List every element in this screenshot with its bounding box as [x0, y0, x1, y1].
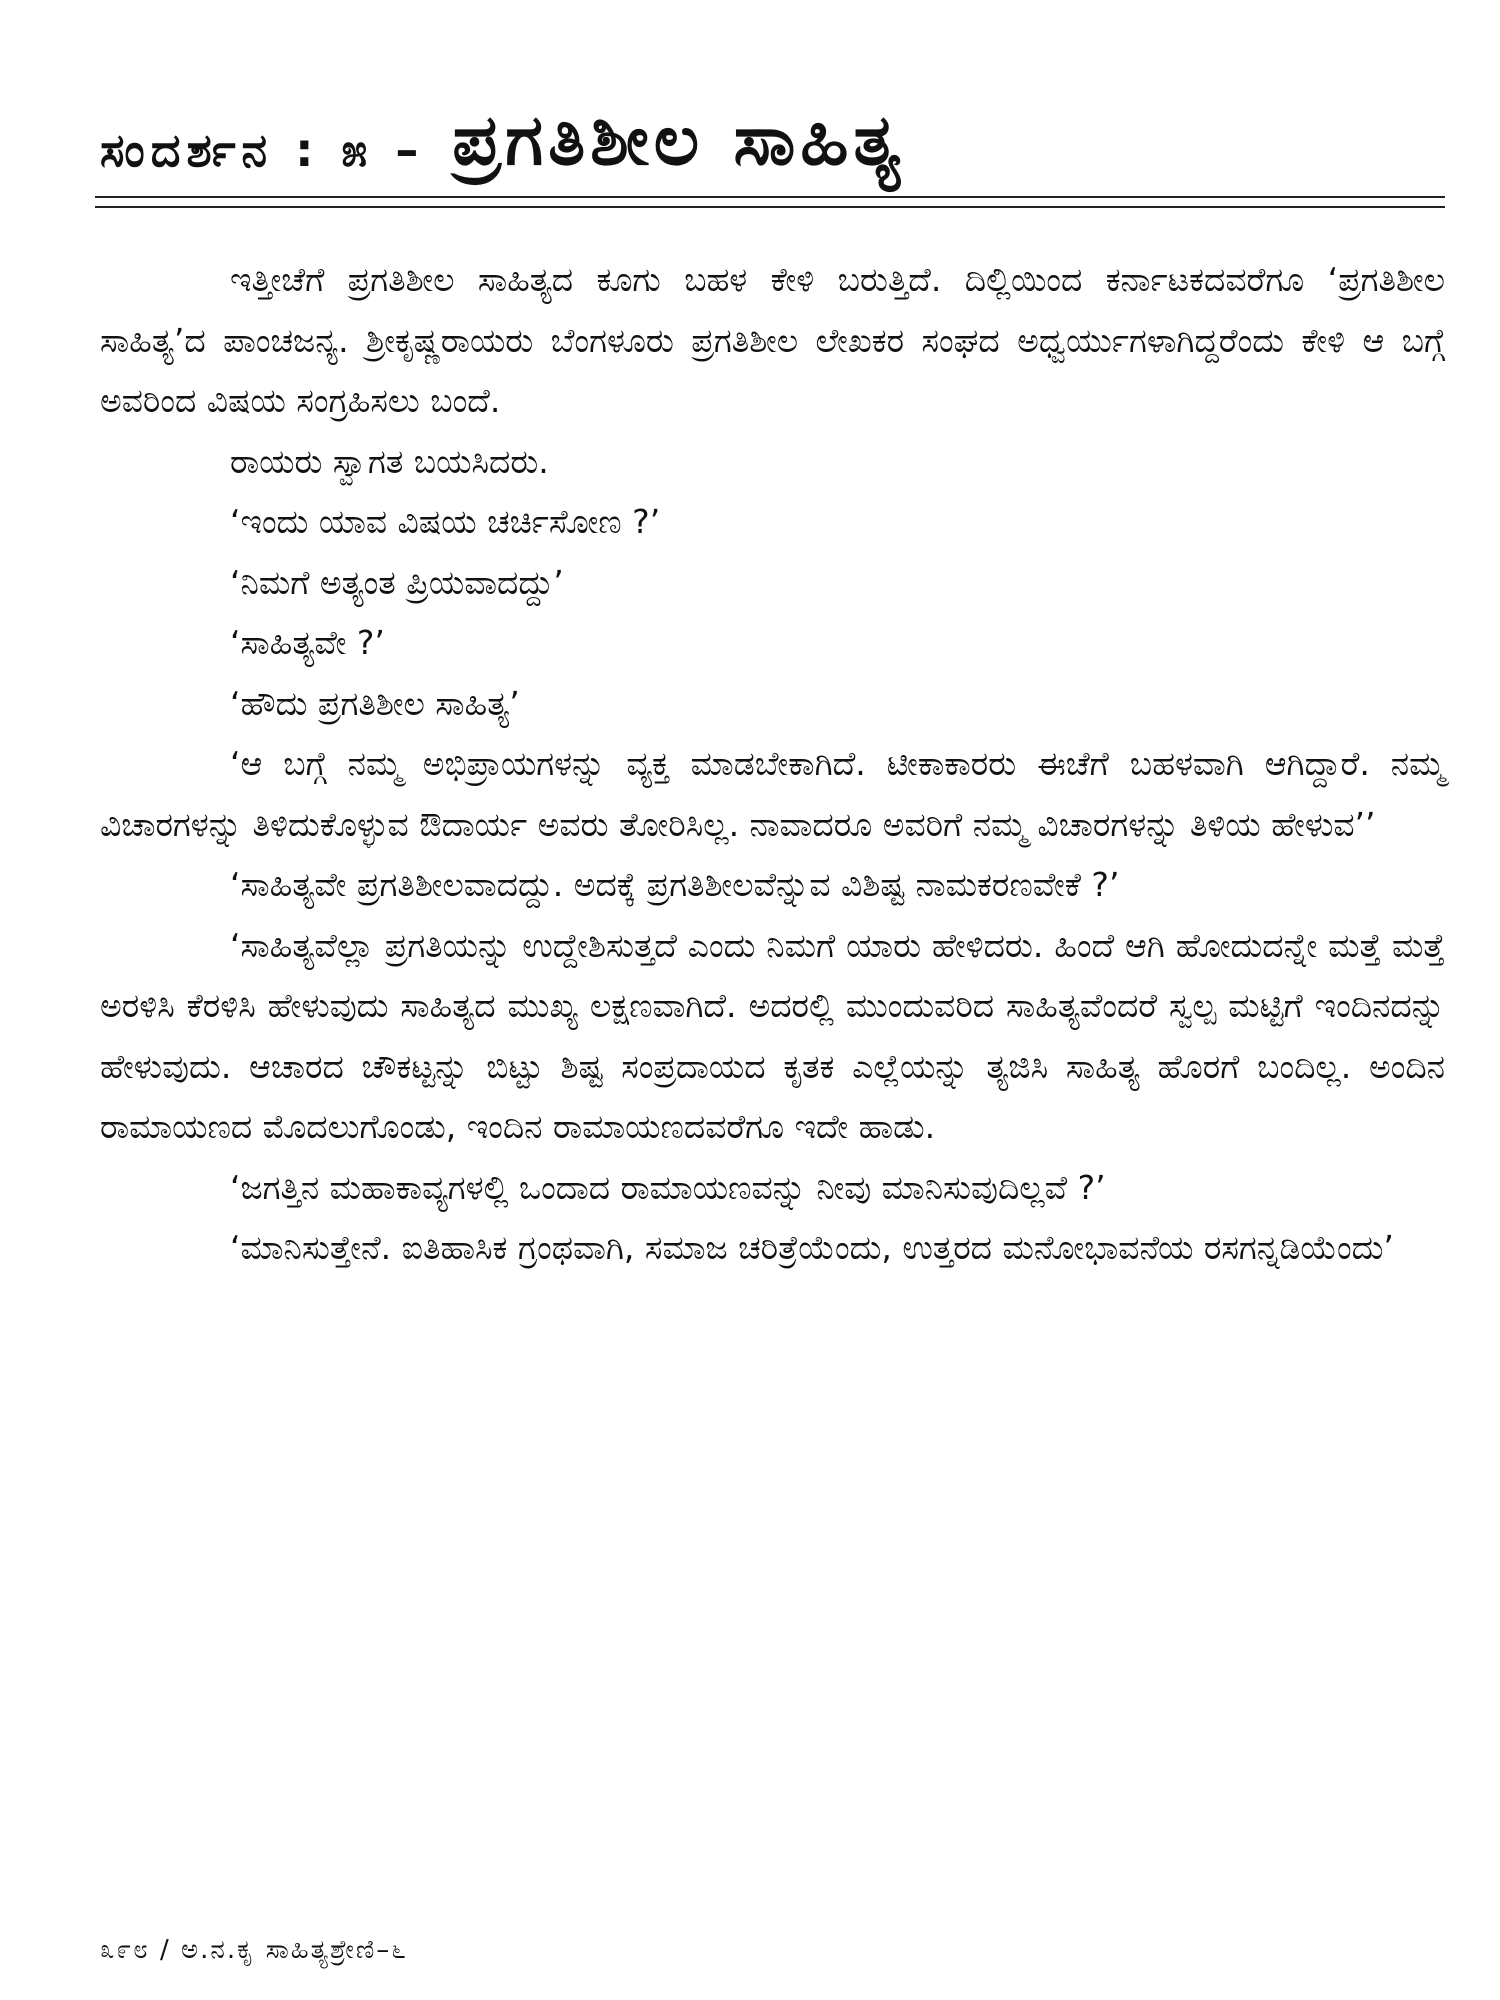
paragraph: ‘ಇಂದು ಯಾವ ವಿಷಯ ಚರ್ಚಿಸೋಣ ?’	[230, 502, 661, 541]
heading-title: ಪ್ರಗತಿಶೀಲ ಸಾಹಿತ್ಯ	[452, 99, 906, 181]
heading-rule-bottom	[95, 206, 1445, 208]
paragraph: ‘ಸಾಹಿತ್ಯವೆಲ್ಲಾ ಪ್ರಗತಿಯನ್ನು ಉದ್ದೇಶಿಸುತ್ತದೆ ಎಂದು ನಿಮಗೆ ಯಾರು ಹೇಳಿದರು. ಹಿಂದೆ ಆಗಿ ಹೋದುದನ್ನೇ ಮತ್ತೆ ಮತ್ತೆ ಅರಳಿಸಿ ಕೆರಳಿಸಿ ಹೇಳುವುದು ಸಾಹಿತ್ಯದ ಮುಖ್ಯ ಲಕ್ಷಣವಾಗಿದೆ. ಅದರಲ್ಲಿ ಮುಂದುವರಿದ ಸಾಹಿತ್ಯವೆಂದರೆ ಸ್ವಲ್ಪ ಮಟ್ಟಿಗೆ ಇಂದಿನದನ್ನು ಹೇಳುವುದು. ಆಚಾರದ ಚೌಕಟ್ಟನ್ನು ಬಿಟ್ಟು ಶಿಷ್ಟ ಸಂಪ್ರದಾಯದ ಕೃತಕ ಎಲ್ಲೆಯನ್ನು ತ್ಯಜಿಸಿ ಸಾಹಿತ್ಯ ಹೊರಗೆ ಬಂದಿಲ್ಲ. ಅಂದಿನ ರಾಮಾಯಣದ ಮೊದಲುಗೊಂಡು, ಇಂದಿನ ರಾಮಾಯಣದವರೆಗೂ ಇದೇ ಹಾಡು.	[100, 925, 1445, 1146]
article-body	[100, 250, 1445, 1279]
page-footer: ೩೯೮ / ಅ.ನ.ಕೃ ಸಾಹಿತ್ಯಶ್ರೇಣಿ–೬	[100, 1935, 408, 1965]
paragraph: ರಾಯರು ಸ್ವಾಗತ ಬಯಸಿದರು.	[230, 441, 549, 481]
paragraph: ‘ಜಗತ್ತಿನ ಮಹಾಕಾವ್ಯಗಳಲ್ಲಿ ಒಂದಾದ ರಾಮಾಯಣವನ್ನು ನೀವು ಮಾನಿಸುವುದಿಲ್ಲವೆ ?’	[230, 1167, 1106, 1207]
paragraph: ‘ಸಾಹಿತ್ಯವೇ ಪ್ರಗತಿಶೀಲವಾದದ್ದು. ಅದಕ್ಕೆ ಪ್ರಗತಿಶೀಲವೆನ್ನುವ ವಿಶಿಷ್ಟ ನಾಮಕರಣವೇಕೆ ?’	[230, 865, 1120, 904]
paragraph: ‘ಹೌದು ಪ್ರಗತಿಶೀಲ ಸಾಹಿತ್ಯ’	[230, 683, 520, 723]
heading-rule-top	[95, 196, 1445, 198]
paragraph: ‘ನಿಮಗೆ ಅತ್ಯಂತ ಪ್ರಿಯವಾದದ್ದು’	[230, 562, 564, 602]
paragraph: ‘ಸಾಹಿತ್ಯವೇ ?’	[230, 623, 385, 662]
heading-prefix: ಸಂದರ್ಶನ : ೫ –	[100, 123, 425, 177]
paragraph: ಇತ್ತೀಚೆಗೆ ಪ್ರಗತಿಶೀಲ ಸಾಹಿತ್ಯದ ಕೂಗು ಬಹಳ ಕೇಳಿ ಬರುತ್ತಿದೆ. ದಿಲ್ಲಿಯಿಂದ ಕರ್ನಾಟಕದವರೆಗೂ ‘ಪ್ರಗತಿಶೀಲ ಸಾಹಿತ್ಯ’ದ ಪಾಂಚಜನ್ಯ. ಶ್ರೀಕೃಷ್ಣರಾಯರು ಬೆಂಗಳೂರು ಪ್ರಗತಿಶೀಲ ಲೇಖಕರ ಸಂಘದ ಅಧ್ವರ್ಯುಗಳಾಗಿದ್ದರೆಂದು ಕೇಳಿ ಆ ಬಗ್ಗೆ ಅವರಿಂದ ವಿಷಯ ಸಂಗ್ರಹಿಸಲು ಬಂದೆ.	[100, 260, 1445, 420]
page-heading	[100, 95, 1440, 185]
paragraph: ‘ಮಾನಿಸುತ್ತೇನೆ. ಐತಿಹಾಸಿಕ ಗ್ರಂಥವಾಗಿ, ಸಮಾಜ ಚರಿತ್ರೆಯೆಂದು, ಉತ್ತರದ ಮನೋಭಾವನೆಯ ರಸಗನ್ನಡಿಯೆಂದು’	[230, 1228, 1394, 1267]
paragraph: ‘ಆ ಬಗ್ಗೆ ನಮ್ಮ ಅಭಿಪ್ರಾಯಗಳನ್ನು ವ್ಯಕ್ತ ಮಾಡಬೇಕಾಗಿದೆ. ಟೀಕಾಕಾರರು ಈಚೆಗೆ ಬಹಳವಾಗಿ ಆಗಿದ್ದಾರೆ. ನಮ್ಮ ವಿಚಾರಗಳನ್ನು ತಿಳಿದುಕೊಳ್ಳುವ ಔದಾರ್ಯ ಅವರು ತೋರಿಸಿಲ್ಲ. ನಾವಾದರೂ ಅವರಿಗೆ ನಮ್ಮ ವಿಚಾರಗಳನ್ನು ತಿಳಿಯ ಹೇಳುವ’’	[100, 744, 1445, 844]
